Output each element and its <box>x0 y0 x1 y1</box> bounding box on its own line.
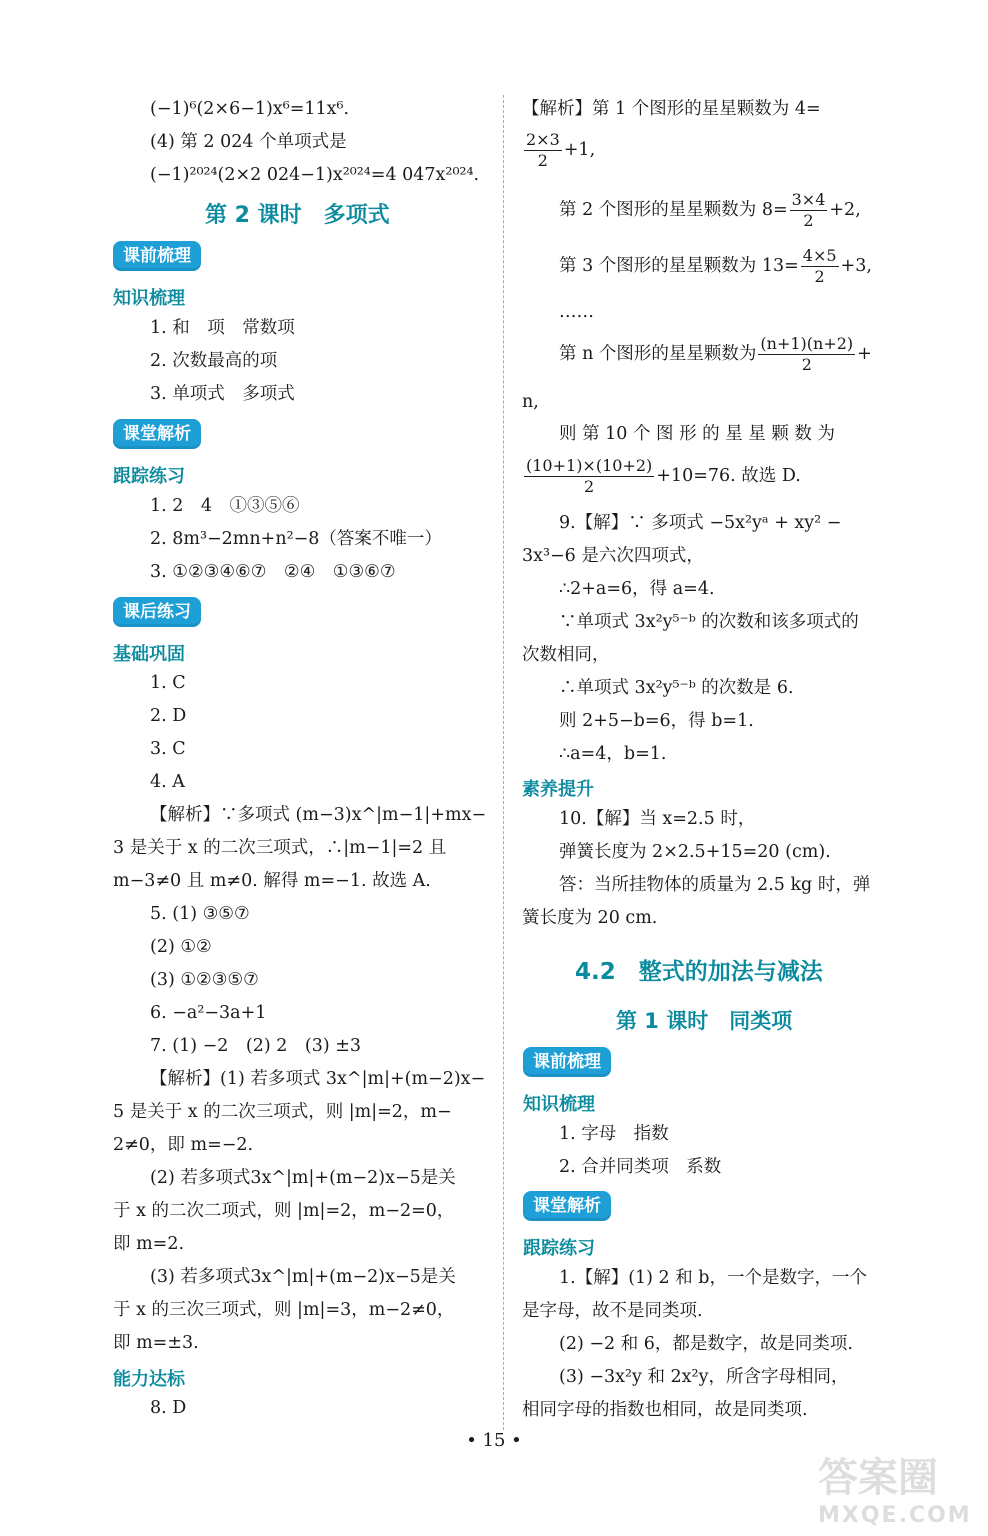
text-line: (2) −2 和 6，都是数字，故是同类项. <box>559 1334 853 1354</box>
text-fragment: 第 2 个图形的星星颗数为 8= <box>559 200 788 220</box>
numerator: 2×3 <box>526 130 560 149</box>
text-line: (−1)²⁰²⁴(2×2 024−1)x²⁰²⁴=4 047x²⁰²⁴. <box>150 165 480 185</box>
text-line: 2≠0，即 m=−2. <box>113 1135 254 1155</box>
text-line: …… <box>559 302 594 322</box>
text-line: 3 是关于 x 的二次三项式，∴|m−1|=2 且 <box>113 838 447 858</box>
text-line: m−3≠0 且 m≠0. 解得 m=−1. 故选 A. <box>113 871 431 891</box>
text-line: (4) 第 2 024 个单项式是 <box>150 132 347 152</box>
text-line: 2. D <box>150 706 187 726</box>
text-fragment: + <box>857 344 872 364</box>
text-line: 是字母，故不是同类项. <box>522 1301 703 1321</box>
text-line: 7. (1) −2 (2) 2 (3) ±3 <box>150 1036 362 1056</box>
text-line: 次数相同， <box>522 645 610 665</box>
text-line: 3. C <box>150 739 186 759</box>
subsection-heading: 基础巩固 <box>113 644 185 665</box>
text-line: ∴a=4，b=1. <box>559 744 667 764</box>
lesson-title: 第 1 课时 同类项 <box>616 1009 793 1033</box>
text-line: (2) ①② <box>150 937 212 957</box>
text-line: 即 m=±3. <box>113 1333 199 1353</box>
text-fragment: +3, <box>840 256 872 276</box>
section-badge: 课堂解析 <box>523 1191 611 1221</box>
fraction <box>790 190 828 231</box>
text-line: 3. 单项式 多项式 <box>150 384 295 404</box>
text-line: 则 2+5−b=6，得 b=1. <box>559 711 754 731</box>
subsection-heading: 跟踪练习 <box>523 1238 595 1259</box>
text-fragment: +2, <box>829 200 861 220</box>
text-line: ∴单项式 3x²y⁵⁻ᵇ 的次数是 6. <box>559 678 794 698</box>
denominator: 2 <box>814 267 825 286</box>
text-line: 则 第 10 个 图 形 的 星 星 颗 数 为 <box>559 424 835 444</box>
text-line: 1.【解】(1) 2 和 b，一个是数字，一个 <box>559 1268 868 1288</box>
text-line: (3) 若多项式3x^|m|+(m−2)x−5是关 <box>150 1267 456 1287</box>
text-line: 2. 次数最高的项 <box>150 351 278 371</box>
fraction <box>801 246 839 287</box>
fraction <box>758 334 855 375</box>
text-line: 【解析】(1) 若多项式 3x^|m|+(m−2)x− <box>150 1069 486 1089</box>
text-line: 3x³−6 是六次四项式， <box>522 546 704 566</box>
section-title: 4.2 整式的加法与减法 <box>575 959 823 985</box>
text-line: 5. (1) ③⑤⑦ <box>150 904 250 924</box>
lesson-title: 第 2 课时 多项式 <box>205 203 390 228</box>
formula-line <box>522 130 595 171</box>
numerator: 3×4 <box>791 190 826 209</box>
text-line: 4. A <box>150 772 185 792</box>
text-line: 2. 合并同类项 系数 <box>559 1157 722 1177</box>
section-badge: 课前梳理 <box>523 1047 611 1077</box>
text-line: 1. 2 4 ①③⑤⑥ <box>150 496 300 516</box>
text-fragment: 第 3 个图形的星星颗数为 13= <box>559 256 799 276</box>
formula-line <box>559 190 861 231</box>
text-line: 相同字母的指数也相同，故是同类项. <box>522 1400 808 1420</box>
text-line: (3) ①②③⑤⑦ <box>150 970 259 990</box>
text-line: 6. −a²−3a+1 <box>150 1003 267 1023</box>
numerator: (n+1)(n+2) <box>760 334 854 353</box>
text-fragment: 第 n 个图形的星星颗数为 <box>559 344 757 364</box>
section-badge: 课堂解析 <box>113 419 201 449</box>
formula-line <box>559 334 872 375</box>
watermark-url: MXQE.COM <box>818 1503 972 1528</box>
text-fragment: +10=76. 故选 D. <box>656 466 801 486</box>
watermark-text: 答案圈 <box>818 1455 938 1501</box>
formula-line <box>522 456 801 497</box>
text-line: 于 x 的三次三项式，则 |m|=3，m−2≠0， <box>113 1300 455 1320</box>
text-line: 【解析】第 1 个图形的星星颗数为 4= <box>522 99 821 119</box>
text-line: ∴2+a=6，得 a=4. <box>559 579 715 599</box>
subsection-heading: 能力达标 <box>113 1369 185 1390</box>
text-line: 簧长度为 20 cm. <box>522 908 658 928</box>
text-line: 3. ①②③④⑥⑦ ②④ ①③⑥⑦ <box>150 562 396 582</box>
formula-line <box>559 246 872 287</box>
text-line: 5 是关于 x 的二次三项式，则 |m|=2，m− <box>113 1102 452 1122</box>
text-line: 9.【解】∵ 多项式 −5x²yᵃ + xy² − <box>559 513 842 533</box>
section-badge: 课前梳理 <box>113 241 201 271</box>
text-line: 10.【解】当 x=2.5 时， <box>559 809 756 829</box>
text-line: 2. 8m³−2mn+n²−8（答案不唯一） <box>150 529 442 549</box>
text-line: 8. D <box>150 1398 187 1418</box>
text-line: (2) 若多项式3x^|m|+(m−2)x−5是关 <box>150 1168 456 1188</box>
subsection-heading: 知识梳理 <box>523 1094 595 1115</box>
text-line: (−1)⁶(2×6−1)x⁶=11x⁶. <box>150 99 350 119</box>
text-line: ∵单项式 3x²y⁵⁻ᵇ 的次数和该多项式的 <box>559 612 859 632</box>
text-line: n, <box>522 392 539 412</box>
text-line: (3) −3x²y 和 2x²y，所含字母相同， <box>559 1367 849 1387</box>
denominator: 2 <box>803 211 814 230</box>
text-line: 1. C <box>150 673 186 693</box>
text-line: 答：当所挂物体的质量为 2.5 kg 时，弹 <box>559 875 871 895</box>
fraction <box>524 456 654 497</box>
denominator: 2 <box>584 477 595 496</box>
text-fragment: +1, <box>563 140 596 160</box>
denominator: 2 <box>537 151 548 170</box>
denominator: 2 <box>801 355 812 374</box>
numerator: (10+1)×(10+2) <box>526 456 653 475</box>
text-line: 于 x 的二次二项式，则 |m|=2，m−2=0， <box>113 1201 455 1221</box>
column-divider <box>503 95 504 1430</box>
text-line: 【解析】∵多项式 (m−3)x^|m−1|+mx− <box>150 805 487 825</box>
text-line: 即 m=2. <box>113 1234 185 1254</box>
numerator: 4×5 <box>802 246 837 265</box>
section-badge: 课后练习 <box>113 597 201 627</box>
text-line: 1. 和 项 常数项 <box>150 318 295 338</box>
text-line: 弹簧长度为 2×2.5+15=20 (cm). <box>559 842 831 862</box>
subsection-heading: 知识梳理 <box>113 288 185 309</box>
page-number: • 15 • <box>466 1430 522 1451</box>
subsection-heading: 跟踪练习 <box>113 466 185 487</box>
fraction <box>524 130 562 171</box>
text-line: 1. 字母 指数 <box>559 1124 669 1144</box>
watermark-logo <box>818 1446 972 1528</box>
subsection-heading: 素养提升 <box>522 779 594 800</box>
